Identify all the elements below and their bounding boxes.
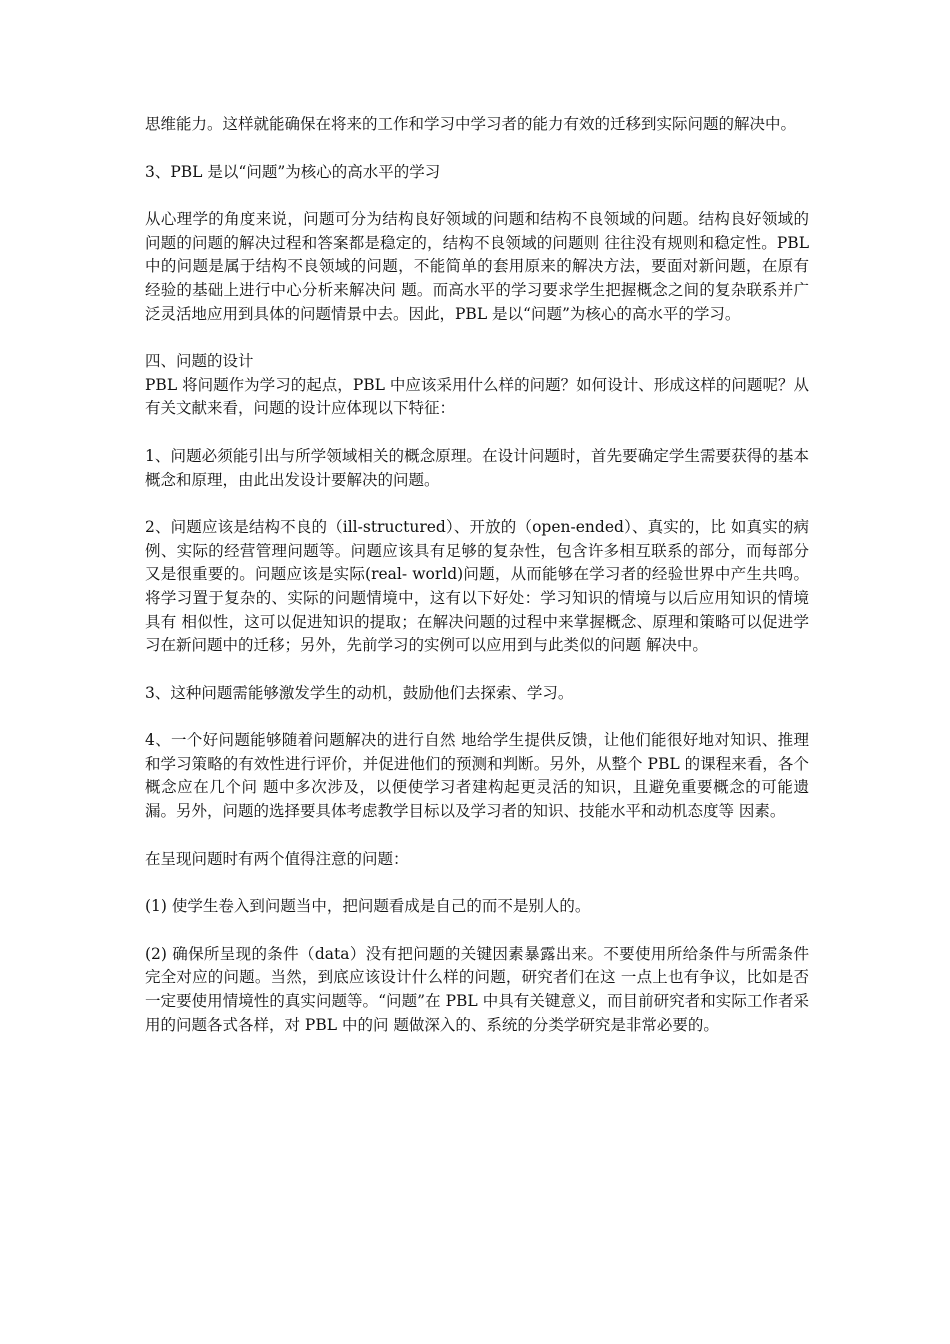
issue-item-1: (1) 使学生卷入到问题当中，把问题看成是自己的而不是别人的。 bbox=[145, 897, 591, 916]
list-item-1: 1、问题必须能引出与所学领域相关的概念原理。在设计问题时，首先要确定学生需要获得的基本概念和原理，由此出发设计要解决的问题。 bbox=[145, 446, 809, 489]
list-item-3: 3、这种问题需能够激发学生的动机，鼓励他们去探索、学习。 bbox=[145, 683, 574, 702]
document-body bbox=[145, 113, 809, 1037]
paragraph-presentation-issues: 在呈现问题时有两个值得注意的问题： bbox=[145, 849, 409, 868]
section-heading-3: 3、PBL 是以“问题”为核心的高水平的学习 bbox=[145, 162, 441, 181]
list-item-4: 4、一个好问题能够随着问题解决的进行自然 地给学生提供反馈，让他们能很好地对知识、推理和学习策略的有效性进行评价，并促进他们的预测和判断。另外，从整个 PBL 的课程来看，各个概念应在几个问 题中多次涉及，以便使学习者建构起更灵活的知识，且避免重要概念的可能遗漏。另外，问题的选择要具体考虑教学目标以及学习者的知识、技能水平和动机态度等 因素。 bbox=[145, 731, 809, 821]
paragraph-intro-continuation: 思维能力。这样就能确保在将来的工作和学习中学习者的能力有效的迁移到实际问题的解决中。 bbox=[145, 115, 797, 133]
paragraph-problem-design-intro: PBL 将问题作为学习的起点，PBL 中应该采用什么样的问题？如何设计、形成这样的问题呢？从有关文献来看，问题的设计应体现以下特征： bbox=[145, 375, 809, 418]
list-item-2: 2、问题应该是结构不良的（ill-structured）、开放的（open-ended）、真实的，比 如真实的病例、实际的经营管理问题等。问题应该具有足够的复杂性，包含许多相互联系的部分，而每部分又是很重要的。问题应该是实际(real- world)问题，从而能够在学习者的经验世界中产生共鸣。将学习置于复杂的、实际的问题情境中，这有以下好处：学习知识的情境与以后应用知识的情境具有 相似性，这可以促进知识的提取；在解决问题的过程中来掌握概念、原理和策略可以促进学习在新问题中的迁移；另外，先前学习的实例可以应用到与此类似的问题 解决中。 bbox=[145, 518, 809, 655]
paragraph-psychology: 从心理学的角度来说，问题可分为结构良好领域的问题和结构不良领域的问题。结构良好领域的问题的问题的解决过程和答案都是稳定的，结构不良领域的问题则 往往没有规则和稳定性。PBL 中的问题是属于结构不良领域的问题，不能简单的套用原来的解决方法，要面对新问题，在原有经验的基础上进行中心分析来解决问 题。而高水平的学习要求学生把握概念之间的复杂联系并广泛灵活地应用到具体的问题情景中去。因此，PBL 是以“问题”为核心的高水平的学习。 bbox=[145, 210, 809, 323]
section-heading-problem-design: 四、问题的设计 bbox=[145, 352, 254, 371]
issue-item-2: (2) 确保所呈现的条件（data）没有把问题的关键因素暴露出来。不要使用所给条件与所需条件完全对应的问题。当然，到底应该设计什么样的问题，研究者们在这 一点上也有争议，比如是否一定要使用情境性的真实问题等。“问题”在 PBL 中具有关键意义，而目前研究者和实际工作者采用的问题各式各样，对 PBL 中的问 题做深入的、系统的分类学研究是非常必要的。 bbox=[145, 944, 809, 1034]
